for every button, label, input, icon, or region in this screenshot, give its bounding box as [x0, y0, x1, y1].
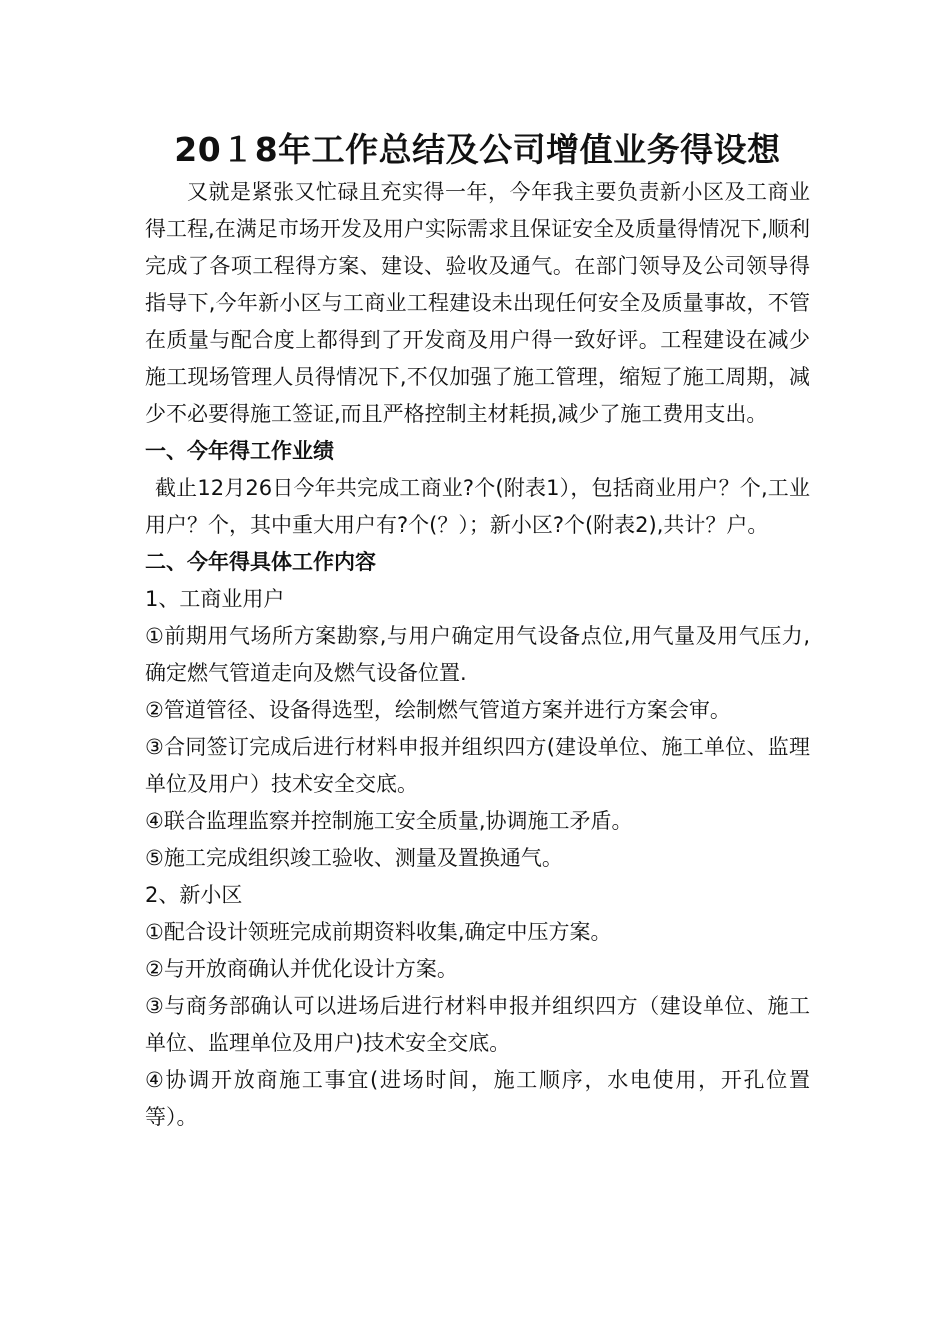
section2-heading: 二、今年得具体工作内容 [145, 550, 376, 574]
list-item: ④联合监理监察并控制施工安全质量,协调施工矛盾。 [145, 809, 633, 833]
document-page [145, 128, 810, 1136]
list-item: ①前期用气场所方案勘察,与用户确定用气设备点位,用气量及用气压力,确定燃气管道走向及燃气设备位置. [145, 624, 810, 685]
list-item: ③合同签订完成后进行材料申报并组织四方(建设单位、施工单位、监理单位及用户）技术安全交底。 [145, 735, 810, 796]
section1-heading: 一、今年得工作业绩 [145, 439, 334, 463]
list-item: ③与商务部确认可以进场后进行材料申报并组织四方（建设单位、施工单位、监理单位及用户)技术安全交底。 [145, 994, 810, 1055]
list-item: ②与开放商确认并优化设计方案。 [145, 957, 458, 981]
list-item: ②管道管径、设备得选型，绘制燃气管道方案并进行方案会审。 [145, 698, 731, 722]
section1-text: 截止12月26日今年共完成工商业?个(附表1），包括商业用户？个,工业用户？个，其中重大用户有?个(？）；新小区?个(附表2),共计？户。 [145, 476, 810, 537]
intro-paragraph: 又就是紧张又忙碌且充实得一年，今年我主要负责新小区及工商业得工程,在满足市场开发及用户实际需求且保证安全及质量得情况下,顺利完成了各项工程得方案、建设、验收及通气。在部门领导及公司领导得指导下,今年新小区与工商业工程建设未出现任何安全及质量事故，不管在质量与配合度上都得到了开发商及用户得一致好评。工程建设在减少施工现场管理人员得情况下,不仅加强了施工管理，缩短了施工周期，减少不必要得施工签证,而且严格控制主材耗损,减少了施工费用支出。 [145, 180, 810, 426]
list-item: ①配合设计领班完成前期资料收集,确定中压方案。 [145, 920, 612, 944]
subsection-label-new-community: 2、新小区 [145, 883, 243, 907]
new-community-items-list [145, 914, 810, 1136]
subsection-label-commercial: 1、工商业用户 [145, 587, 285, 611]
commercial-items-list [145, 618, 810, 877]
list-item: ④协调开放商施工事宜(进场时间，施工顺序，水电使用，开孔位置等）。 [145, 1068, 810, 1129]
list-item: ⑤施工完成组织竣工验收、测量及置换通气。 [145, 846, 563, 870]
document-title: 20１8年工作总结及公司增值业务得设想 [174, 130, 781, 169]
